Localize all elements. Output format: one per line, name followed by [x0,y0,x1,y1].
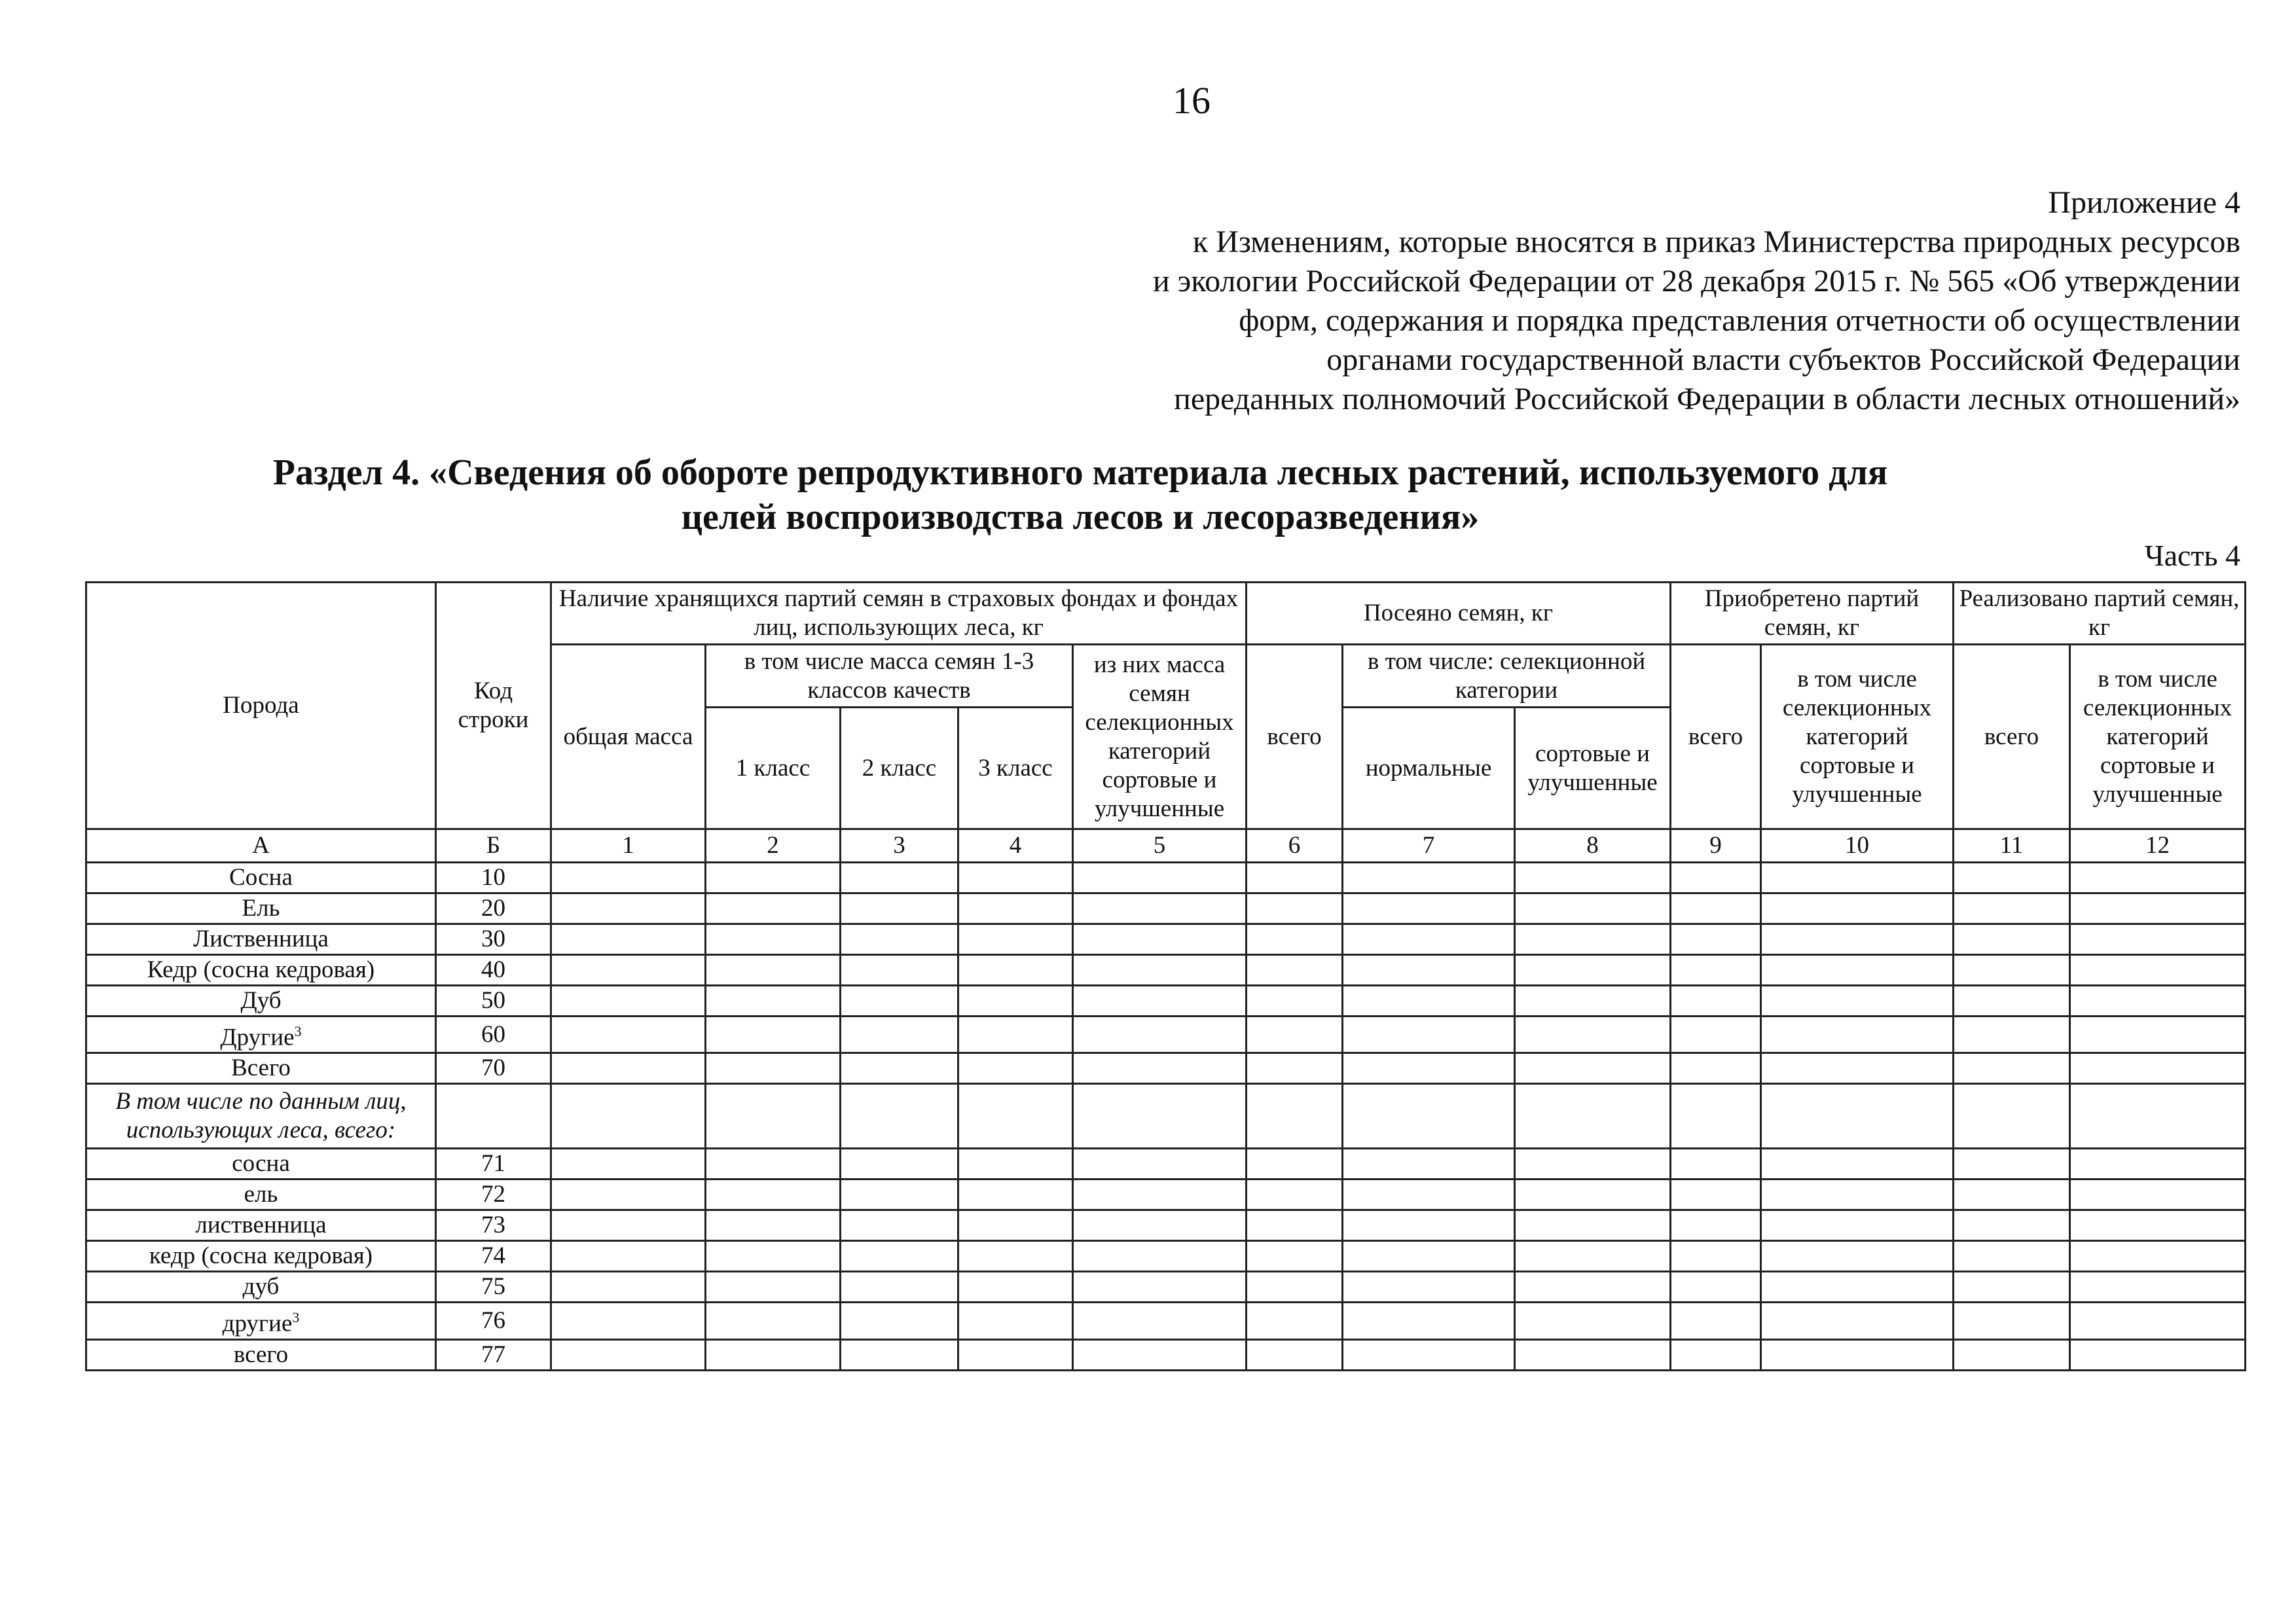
value-cell[interactable] [1073,1053,1247,1084]
value-cell[interactable] [1073,1272,1247,1303]
value-cell[interactable] [1761,955,1954,986]
value-cell[interactable] [958,1303,1073,1339]
value-cell[interactable] [1671,1180,1761,1210]
value-cell[interactable] [1073,955,1247,986]
value-cell[interactable] [706,893,841,924]
value-cell[interactable] [1671,1149,1761,1180]
breed-cell: Дуб [86,986,436,1017]
value-cell[interactable] [1761,1272,1954,1303]
value-cell[interactable] [2070,1149,2246,1180]
value-cell[interactable] [1671,924,1761,955]
value-cell[interactable] [1954,1210,2070,1241]
value-cell[interactable] [958,1180,1073,1210]
value-cell[interactable] [1247,1149,1343,1180]
value-cell[interactable] [1073,924,1247,955]
value-cell[interactable] [1073,1180,1247,1210]
value-cell[interactable] [841,1053,958,1084]
value-cell[interactable] [1671,986,1761,1017]
column-number: 5 [1073,829,1247,863]
value-cell[interactable] [1515,1241,1671,1272]
value-cell[interactable] [1343,986,1515,1017]
breed-cell: кедр (сосна кедровая) [86,1241,436,1272]
value-cell[interactable] [1671,1241,1761,1272]
value-cell[interactable] [1954,955,2070,986]
value-cell[interactable] [706,986,841,1017]
breed-cell: Другие$^3$ [86,1017,436,1053]
appendix-line: и экологии Российской Федерации от 28 декабря 2015 г. № 565 «Об утверждении [1152,264,2240,298]
value-cell[interactable] [2070,1339,2246,1370]
value-cell[interactable] [1515,1149,1671,1180]
value-cell[interactable] [1761,1303,1954,1339]
value-cell[interactable] [1073,1241,1247,1272]
value-cell[interactable] [551,1339,706,1370]
value-cell[interactable] [1671,1053,1761,1084]
appendix-line: к Изменениям, которые вносятся в приказ Министерства природных ресурсов [1192,225,2240,259]
column-number: 10 [1761,829,1954,863]
value-cell[interactable] [841,863,958,893]
row-code-cell: 70 [436,1053,551,1084]
header-class1: 1 класс [706,708,841,829]
value-cell[interactable] [1515,863,1671,893]
value-cell[interactable] [706,1303,841,1339]
value-cell[interactable] [2070,986,2246,1017]
breed-cell: другие$^3$ [86,1303,436,1339]
value-cell[interactable] [1247,924,1343,955]
breed-cell: Лиственница [86,924,436,955]
value-cell[interactable] [1073,1303,1247,1339]
value-cell[interactable] [1343,893,1515,924]
value-cell[interactable] [1954,1017,2070,1053]
breed-cell: ель [86,1180,436,1210]
value-cell[interactable] [841,1339,958,1370]
value-cell[interactable] [1247,1241,1343,1272]
header-stored-selection: из них масса семян селекционных категорий сортовые и улучшенные [1073,645,1247,829]
value-cell[interactable] [706,1210,841,1241]
value-cell[interactable] [551,1272,706,1303]
value-cell[interactable] [1954,924,2070,955]
value-cell[interactable] [1761,986,1954,1017]
value-cell[interactable] [841,893,958,924]
value-cell[interactable] [1343,1180,1515,1210]
value-cell[interactable] [551,1053,706,1084]
value-cell[interactable] [2070,863,2246,893]
column-number: 6 [1247,829,1343,863]
header-stored-classes: в том числе масса семян 1-3 классов качеств [706,645,1073,708]
row-code-cell: 73 [436,1210,551,1241]
value-cell[interactable] [841,1210,958,1241]
value-cell[interactable] [1343,1303,1515,1339]
value-cell[interactable] [1761,1241,1954,1272]
header-sown-varietal: сортовые и улучшенные [1515,708,1671,829]
column-number: А [86,829,436,863]
value-cell[interactable] [1761,863,1954,893]
value-cell[interactable] [1954,1339,2070,1370]
value-cell[interactable] [1343,1272,1515,1303]
table-row [86,893,2246,924]
value-cell[interactable] [1073,1149,1247,1180]
column-number: 1 [551,829,706,863]
value-cell[interactable] [1954,893,2070,924]
section-title-line2: целей воспроизводства лесов и лесоразведения» [681,497,1480,537]
value-cell[interactable] [958,924,1073,955]
column-number: 11 [1954,829,2070,863]
seed-turnover-table [85,581,2246,1371]
value-cell[interactable] [551,1210,706,1241]
row-code-cell: 71 [436,1149,551,1180]
value-cell[interactable] [1761,1053,1954,1084]
value-cell[interactable] [958,863,1073,893]
value-cell[interactable] [1515,1339,1671,1370]
header-sown-normal: нормальные [1343,708,1515,829]
value-cell[interactable] [958,1210,1073,1241]
value-cell[interactable] [1073,893,1247,924]
value-cell[interactable] [958,1339,1073,1370]
value-cell[interactable] [1954,1149,2070,1180]
table-row [86,1272,2246,1303]
row-code-cell: 75 [436,1272,551,1303]
breed-cell: Кедр (сосна кедровая) [86,955,436,986]
value-cell[interactable] [1671,1303,1761,1339]
value-cell[interactable] [1073,986,1247,1017]
value-cell[interactable] [2070,924,2246,955]
breed-cell: дуб [86,1272,436,1303]
value-cell[interactable] [1954,1241,2070,1272]
value-cell[interactable] [551,893,706,924]
breed-cell: всего [86,1339,436,1370]
appendix-header [931,183,2240,419]
value-cell[interactable] [1247,1053,1343,1084]
value-cell[interactable] [841,1017,958,1053]
value-cell[interactable] [706,1149,841,1180]
value-cell[interactable] [706,1053,841,1084]
value-cell[interactable] [1671,1339,1761,1370]
value-cell[interactable] [958,955,1073,986]
value-cell[interactable] [1761,1210,1954,1241]
value-cell[interactable] [1515,1053,1671,1084]
value-cell[interactable] [1247,955,1343,986]
value-cell[interactable] [551,1180,706,1210]
value-cell[interactable] [1343,955,1515,986]
value-cell[interactable] [1247,1210,1343,1241]
table-row [86,955,2246,986]
column-number: 3 [841,829,958,863]
value-cell[interactable] [551,986,706,1017]
value-cell[interactable] [1954,1180,2070,1210]
column-number: 4 [958,829,1073,863]
value-cell[interactable] [551,955,706,986]
value-cell[interactable] [706,955,841,986]
value-cell[interactable] [958,1272,1073,1303]
value-cell[interactable] [841,955,958,986]
value-cell[interactable] [958,1241,1073,1272]
value-cell[interactable] [1954,1272,2070,1303]
value-cell[interactable] [1247,986,1343,1017]
value-cell[interactable] [1247,1180,1343,1210]
value-cell[interactable] [1671,893,1761,924]
value-cell[interactable] [1671,863,1761,893]
row-code-cell: 76 [436,1303,551,1339]
breed-cell: Сосна [86,863,436,893]
table-row [86,1017,2246,1053]
header-sown-including: в том числе: селекционной категории [1343,645,1671,708]
value-cell[interactable] [2070,1210,2246,1241]
value-cell[interactable] [1515,893,1671,924]
header-class2: 2 класс [841,708,958,829]
italic-subtotal-label: В том числе по данным лиц, использующих леса, всего: [86,1084,436,1149]
header-sold: Реализовано партий семян, кг [1954,583,2246,645]
value-cell[interactable] [1761,1339,1954,1370]
column-number-row [86,829,2246,863]
appendix-line: форм, содержания и порядка представления отчетности об осуществлении [1239,303,2240,338]
value-cell[interactable] [958,1149,1073,1180]
value-cell[interactable] [958,1053,1073,1084]
value-cell[interactable] [551,924,706,955]
column-number: 8 [1515,829,1671,863]
value-cell[interactable] [1247,863,1343,893]
value-cell[interactable] [706,1241,841,1272]
value-cell[interactable] [1761,1180,1954,1210]
value-cell[interactable] [1515,1017,1671,1053]
value-cell[interactable] [706,1272,841,1303]
value-cell[interactable] [1515,924,1671,955]
appendix-line: Приложение 4 [2048,185,2240,220]
appendix-line: органами государственной власти субъектов Российской Федерации [1326,342,2240,377]
row-code-cell: 10 [436,863,551,893]
value-cell[interactable] [1515,1210,1671,1241]
row-code-cell: 77 [436,1339,551,1370]
row-code-cell: 30 [436,924,551,955]
table-row [86,1149,2246,1180]
row-code-cell: 74 [436,1241,551,1272]
value-cell[interactable] [2070,955,2246,986]
column-number: Б [436,829,551,863]
value-cell[interactable] [1761,924,1954,955]
breed-cell: Ель [86,893,436,924]
page-number: 16 [1173,79,1211,122]
table-row [86,1210,2246,1241]
value-cell[interactable] [1073,1339,1247,1370]
row-code-cell: 50 [436,986,551,1017]
value-cell[interactable] [958,986,1073,1017]
section-title [196,450,1964,539]
value-cell[interactable] [841,1149,958,1180]
breed-cell: лиственница [86,1210,436,1241]
value-cell[interactable] [1761,893,1954,924]
italic-subtotal-row [86,1084,2246,1149]
header-class3: 3 класс [958,708,1073,829]
value-cell[interactable] [841,986,958,1017]
header-breed: Порода [86,583,436,829]
value-cell[interactable] [2070,1017,2246,1053]
value-cell[interactable] [1515,986,1671,1017]
value-cell[interactable] [706,863,841,893]
breed-cell: Всего [86,1053,436,1084]
header-sown: Посеяно семян, кг [1247,583,1671,645]
column-number: 2 [706,829,841,863]
value-cell[interactable] [1247,1339,1343,1370]
value-cell[interactable] [1761,1149,1954,1180]
value-cell[interactable] [551,1241,706,1272]
value-cell[interactable] [1343,863,1515,893]
header-sold-total: всего [1954,645,2070,829]
value-cell[interactable] [551,863,706,893]
value-cell[interactable] [551,1149,706,1180]
value-cell[interactable] [1515,955,1671,986]
row-code-cell: 40 [436,955,551,986]
header-sold-including: в том числе селекционных категорий сортовые и улучшенные [2070,645,2246,829]
column-number: 7 [1343,829,1515,863]
table-row [86,1180,2246,1210]
header-acquired: Приобретено партий семян, кг [1671,583,1954,645]
value-cell[interactable] [1954,986,2070,1017]
column-number: 9 [1671,829,1761,863]
value-cell[interactable] [841,1241,958,1272]
value-cell[interactable] [1954,1053,2070,1084]
value-cell[interactable] [706,1339,841,1370]
value-cell[interactable] [551,1017,706,1053]
value-cell[interactable] [1343,1053,1515,1084]
value-cell[interactable] [1671,1017,1761,1053]
part-label: Часть 4 [2144,539,2240,572]
value-cell[interactable] [1515,1180,1671,1210]
value-cell[interactable] [1671,1210,1761,1241]
value-cell[interactable] [1343,1241,1515,1272]
value-cell[interactable] [551,1303,706,1339]
value-cell[interactable] [1761,1017,1954,1053]
value-cell[interactable] [1073,863,1247,893]
value-cell[interactable] [1515,1272,1671,1303]
header-acquired-including: в том числе селекционных категорий сортовые и улучшенные [1761,645,1954,829]
value-cell[interactable] [1247,893,1343,924]
value-cell[interactable] [706,924,841,955]
table-row [86,863,2246,893]
header-stored-total: общая масса [551,645,706,829]
value-cell[interactable] [841,924,958,955]
table-row [86,924,2246,955]
column-number: 12 [2070,829,2246,863]
row-code-cell: 72 [436,1180,551,1210]
table-row [86,1241,2246,1272]
table-row [86,1339,2246,1370]
value-cell[interactable] [1954,863,2070,893]
header-stored: Наличие хранящихся партий семян в страховых фондах и фондах лиц, использующих леса, кг [551,583,1247,645]
value-cell[interactable] [1073,1210,1247,1241]
value-cell[interactable] [2070,1272,2246,1303]
value-cell[interactable] [841,1303,958,1339]
value-cell[interactable] [958,893,1073,924]
value-cell[interactable] [841,1180,958,1210]
value-cell[interactable] [706,1017,841,1053]
value-cell[interactable] [1343,1149,1515,1180]
value-cell[interactable] [2070,1053,2246,1084]
value-cell[interactable] [1073,1017,1247,1053]
header-acquired-total: всего [1671,645,1761,829]
value-cell[interactable] [1247,1303,1343,1339]
value-cell[interactable] [1343,1339,1515,1370]
header-row-code: Код строки [436,583,551,829]
value-cell[interactable] [1343,924,1515,955]
value-cell[interactable] [1343,1210,1515,1241]
value-cell[interactable] [2070,1303,2246,1339]
value-cell[interactable] [1671,1272,1761,1303]
header-sown-total: всего [1247,645,1343,829]
value-cell[interactable] [958,1017,1073,1053]
breed-cell: сосна [86,1149,436,1180]
value-cell[interactable] [2070,1241,2246,1272]
table-row [86,1053,2246,1084]
value-cell[interactable] [841,1272,958,1303]
value-cell[interactable] [1247,1272,1343,1303]
row-code-cell: 20 [436,893,551,924]
section-title-line1: Раздел 4. «Сведения об обороте репродуктивного материала лесных растений, используемого для [272,452,1888,493]
row-code-cell: 60 [436,1017,551,1053]
appendix-line: переданных полномочий Российской Федерации в области лесных отношений» [1174,382,2240,416]
value-cell[interactable] [1515,1303,1671,1339]
value-cell[interactable] [2070,1180,2246,1210]
value-cell[interactable] [706,1180,841,1210]
value-cell[interactable] [1247,1017,1343,1053]
value-cell[interactable] [1954,1303,2070,1339]
table-row [86,986,2246,1017]
value-cell[interactable] [2070,893,2246,924]
value-cell[interactable] [1343,1017,1515,1053]
table-row [86,1303,2246,1339]
value-cell[interactable] [1671,955,1761,986]
